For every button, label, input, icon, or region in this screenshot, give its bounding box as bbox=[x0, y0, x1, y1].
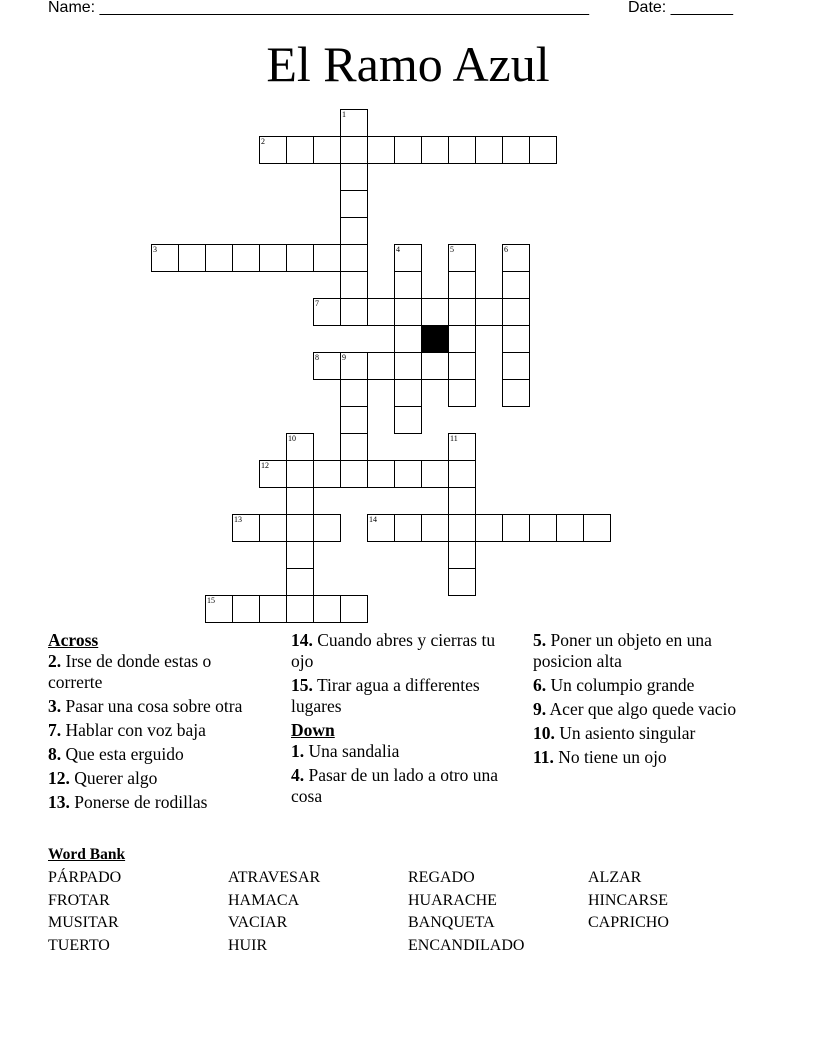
grid-cell[interactable] bbox=[313, 514, 341, 542]
across-clue bbox=[48, 768, 263, 789]
word-bank-item: PÁRPADO bbox=[48, 869, 122, 886]
grid-cell[interactable] bbox=[232, 595, 260, 623]
clue-number: 13. bbox=[48, 792, 70, 812]
clue-number: 9. bbox=[533, 699, 547, 719]
grid-cell[interactable] bbox=[421, 514, 449, 542]
grid-cell[interactable] bbox=[448, 514, 476, 542]
cell-number: 2 bbox=[261, 137, 265, 146]
clue-number: 7. bbox=[48, 720, 62, 740]
down-heading: Down bbox=[291, 720, 335, 740]
grid-cell[interactable] bbox=[286, 487, 314, 515]
grid-cell[interactable] bbox=[340, 433, 368, 461]
grid-cell[interactable] bbox=[448, 460, 476, 488]
grid-cell[interactable] bbox=[421, 460, 449, 488]
grid-cell[interactable] bbox=[259, 595, 287, 623]
across-clue bbox=[48, 792, 263, 813]
grid-cell[interactable] bbox=[259, 460, 287, 488]
grid-cell[interactable] bbox=[313, 460, 341, 488]
grid-cell[interactable] bbox=[286, 460, 314, 488]
cell-number: 6 bbox=[504, 245, 508, 254]
grid-cell[interactable] bbox=[286, 244, 314, 272]
word-bank-item: CAPRICHO bbox=[588, 914, 669, 932]
clue-number: 11. bbox=[533, 747, 554, 767]
across-clue bbox=[48, 720, 263, 741]
grid-cell[interactable] bbox=[340, 163, 368, 191]
grid-cell[interactable] bbox=[340, 595, 368, 623]
grid-cell[interactable] bbox=[286, 568, 314, 596]
cell-number: 5 bbox=[450, 245, 454, 254]
grid-cell[interactable] bbox=[448, 487, 476, 515]
cell-number: 1 bbox=[342, 110, 346, 119]
grid-cell[interactable] bbox=[556, 514, 584, 542]
down-clue bbox=[533, 699, 748, 720]
grid-cell[interactable] bbox=[367, 352, 395, 380]
cell-number: 8 bbox=[315, 353, 319, 362]
grid-cell[interactable] bbox=[367, 136, 395, 164]
clue-text: Un asiento singular bbox=[559, 723, 696, 743]
grid-cell[interactable] bbox=[367, 460, 395, 488]
grid-cell[interactable] bbox=[502, 379, 530, 407]
clue-number: 10. bbox=[533, 723, 555, 743]
grid-cell[interactable] bbox=[448, 352, 476, 380]
grid-cell[interactable] bbox=[340, 217, 368, 245]
grid-cell[interactable] bbox=[340, 298, 368, 326]
clue-text: Una sandalia bbox=[308, 741, 400, 761]
grid-cell[interactable] bbox=[448, 379, 476, 407]
cell-number: 15 bbox=[207, 596, 215, 605]
grid-cell[interactable] bbox=[340, 406, 368, 434]
grid-cell[interactable] bbox=[259, 514, 287, 542]
clues-column-1 bbox=[48, 630, 263, 816]
grid-cell[interactable] bbox=[259, 244, 287, 272]
cell-number: 10 bbox=[288, 434, 296, 443]
grid-cell[interactable] bbox=[286, 595, 314, 623]
cell-number: 9 bbox=[342, 353, 346, 362]
date-field-label[interactable]: Date: _______ bbox=[628, 0, 733, 16]
page-title: El Ramo Azul bbox=[266, 36, 550, 92]
grid-cell[interactable] bbox=[394, 136, 422, 164]
clue-text: Irse de donde estas o correrte bbox=[48, 651, 212, 692]
down-clue bbox=[533, 723, 748, 744]
clue-text: Pasar de un lado a otro una cosa bbox=[291, 765, 499, 806]
grid-cell[interactable] bbox=[151, 244, 179, 272]
grid-cell[interactable] bbox=[394, 325, 422, 353]
grid-cell[interactable] bbox=[367, 298, 395, 326]
across-clue bbox=[48, 651, 263, 693]
clue-text: Tirar agua a differentes lugares bbox=[291, 675, 480, 716]
grid-cell[interactable] bbox=[205, 244, 233, 272]
grid-cell[interactable] bbox=[340, 379, 368, 407]
grid-cell[interactable] bbox=[448, 298, 476, 326]
word-bank-item: HAMACA bbox=[228, 891, 300, 909]
across-clue bbox=[48, 696, 263, 717]
grid-cell[interactable] bbox=[529, 136, 557, 164]
grid-cell[interactable] bbox=[286, 433, 314, 461]
grid-cell[interactable] bbox=[340, 136, 368, 164]
clue-number: 1. bbox=[291, 741, 305, 761]
cell-number: 3 bbox=[153, 245, 157, 254]
grid-cell[interactable] bbox=[502, 325, 530, 353]
down-clue bbox=[533, 675, 748, 696]
clues-column-3 bbox=[533, 630, 748, 771]
clue-text: Cuando abres y cierras tu ojo bbox=[291, 630, 496, 671]
down-clue bbox=[533, 630, 748, 672]
grid-cell[interactable] bbox=[367, 514, 395, 542]
cell-number: 7 bbox=[315, 299, 319, 308]
grid-cell[interactable] bbox=[286, 541, 314, 569]
grid-cell[interactable] bbox=[313, 244, 341, 272]
grid-cell[interactable] bbox=[394, 379, 422, 407]
grid-cell[interactable] bbox=[313, 298, 341, 326]
word-bank-item: TUERTO bbox=[48, 937, 110, 955]
clue-number: 15. bbox=[291, 675, 313, 695]
cell-number: 11 bbox=[450, 434, 458, 443]
grid-cell[interactable] bbox=[502, 271, 530, 299]
grid-cell[interactable] bbox=[313, 352, 341, 380]
word-bank-item: FROTAR bbox=[48, 891, 110, 909]
clue-text: Poner un objeto en una posicion alta bbox=[533, 630, 712, 671]
clue-number: 3. bbox=[48, 696, 62, 716]
black-cell bbox=[421, 325, 449, 353]
grid-cell[interactable] bbox=[448, 568, 476, 596]
grid-cell[interactable] bbox=[529, 514, 557, 542]
grid-cell[interactable] bbox=[340, 460, 368, 488]
grid-cell[interactable] bbox=[340, 244, 368, 272]
grid-cell[interactable] bbox=[502, 298, 530, 326]
grid-cell[interactable] bbox=[502, 136, 530, 164]
clue-text: Ponerse de rodillas bbox=[74, 792, 208, 812]
grid-cell[interactable] bbox=[394, 244, 422, 272]
clues-column-2 bbox=[291, 630, 506, 810]
grid-cell[interactable] bbox=[448, 136, 476, 164]
clue-number: 8. bbox=[48, 744, 62, 764]
across-clue bbox=[291, 675, 506, 717]
clue-number: 14. bbox=[291, 630, 313, 650]
grid-cell[interactable] bbox=[448, 271, 476, 299]
word-bank-item: VACIAR bbox=[228, 914, 288, 932]
grid-cell[interactable] bbox=[448, 433, 476, 461]
grid-cell[interactable] bbox=[340, 109, 368, 137]
down-clue bbox=[533, 747, 748, 768]
clue-text: Querer algo bbox=[74, 768, 158, 788]
word-bank-item: HINCARSE bbox=[588, 891, 669, 909]
grid-cell[interactable] bbox=[394, 460, 422, 488]
grid-cell[interactable] bbox=[313, 595, 341, 623]
grid-cell[interactable] bbox=[394, 271, 422, 299]
across-clue bbox=[48, 744, 263, 765]
word-bank-item: MUSITAR bbox=[48, 914, 119, 932]
clue-text: Que esta erguido bbox=[65, 744, 184, 764]
grid-cell[interactable] bbox=[340, 271, 368, 299]
grid-cell[interactable] bbox=[502, 244, 530, 272]
grid-cell[interactable] bbox=[448, 541, 476, 569]
word-bank-item: BANQUETA bbox=[408, 914, 495, 932]
clue-text: Hablar con voz baja bbox=[65, 720, 206, 740]
cell-number: 13 bbox=[234, 515, 242, 524]
clue-number: 4. bbox=[291, 765, 305, 785]
down-clue bbox=[291, 765, 506, 807]
cell-number: 14 bbox=[369, 515, 377, 524]
grid-cell[interactable] bbox=[340, 352, 368, 380]
clue-text: Pasar una cosa sobre otra bbox=[65, 696, 243, 716]
word-bank-item: ALZAR bbox=[588, 869, 642, 886]
across-heading: Across bbox=[48, 630, 99, 650]
grid-cell[interactable] bbox=[421, 136, 449, 164]
cell-number: 12 bbox=[261, 461, 269, 470]
grid-cell[interactable] bbox=[394, 514, 422, 542]
grid-cell[interactable] bbox=[286, 136, 314, 164]
clue-number: 6. bbox=[533, 675, 547, 695]
grid-cell[interactable] bbox=[502, 514, 530, 542]
across-clue bbox=[291, 630, 506, 672]
clue-number: 12. bbox=[48, 768, 70, 788]
grid-cell[interactable] bbox=[232, 514, 260, 542]
clue-number: 5. bbox=[533, 630, 547, 650]
word-bank-item: ENCANDILADO bbox=[408, 937, 525, 955]
word-bank-item: REGADO bbox=[408, 869, 475, 886]
grid-cell[interactable] bbox=[475, 298, 503, 326]
grid-cell[interactable] bbox=[205, 595, 233, 623]
grid-cell[interactable] bbox=[259, 136, 287, 164]
grid-cell[interactable] bbox=[394, 298, 422, 326]
cell-number: 4 bbox=[396, 245, 400, 254]
name-field-label[interactable]: Name: _______________________________________________________ bbox=[48, 0, 589, 16]
grid-cell[interactable] bbox=[178, 244, 206, 272]
grid-cell[interactable] bbox=[448, 244, 476, 272]
grid-cell[interactable] bbox=[475, 136, 503, 164]
grid-cell[interactable] bbox=[232, 244, 260, 272]
grid-cell[interactable] bbox=[448, 325, 476, 353]
clue-number: 2. bbox=[48, 651, 62, 671]
clue-text: Acer que algo quede vacio bbox=[549, 699, 737, 719]
clue-text: No tiene un ojo bbox=[558, 747, 667, 767]
clue-text: Un columpio grande bbox=[550, 675, 695, 695]
grid-cell[interactable] bbox=[394, 406, 422, 434]
word-bank-title: Word Bank bbox=[48, 846, 126, 863]
grid-cell[interactable] bbox=[475, 514, 503, 542]
word-bank-item: HUARACHE bbox=[408, 891, 497, 909]
grid-cell[interactable] bbox=[313, 136, 341, 164]
grid-cell[interactable] bbox=[583, 514, 611, 542]
grid-cell[interactable] bbox=[340, 190, 368, 218]
grid-cell[interactable] bbox=[286, 514, 314, 542]
grid-cell[interactable] bbox=[394, 352, 422, 380]
grid-cell[interactable] bbox=[502, 352, 530, 380]
grid-cell[interactable] bbox=[421, 298, 449, 326]
word-bank-item: ATRAVESAR bbox=[228, 869, 321, 886]
down-clue bbox=[291, 741, 506, 762]
word-bank-item: HUIR bbox=[228, 937, 268, 955]
grid-cell[interactable] bbox=[421, 352, 449, 380]
